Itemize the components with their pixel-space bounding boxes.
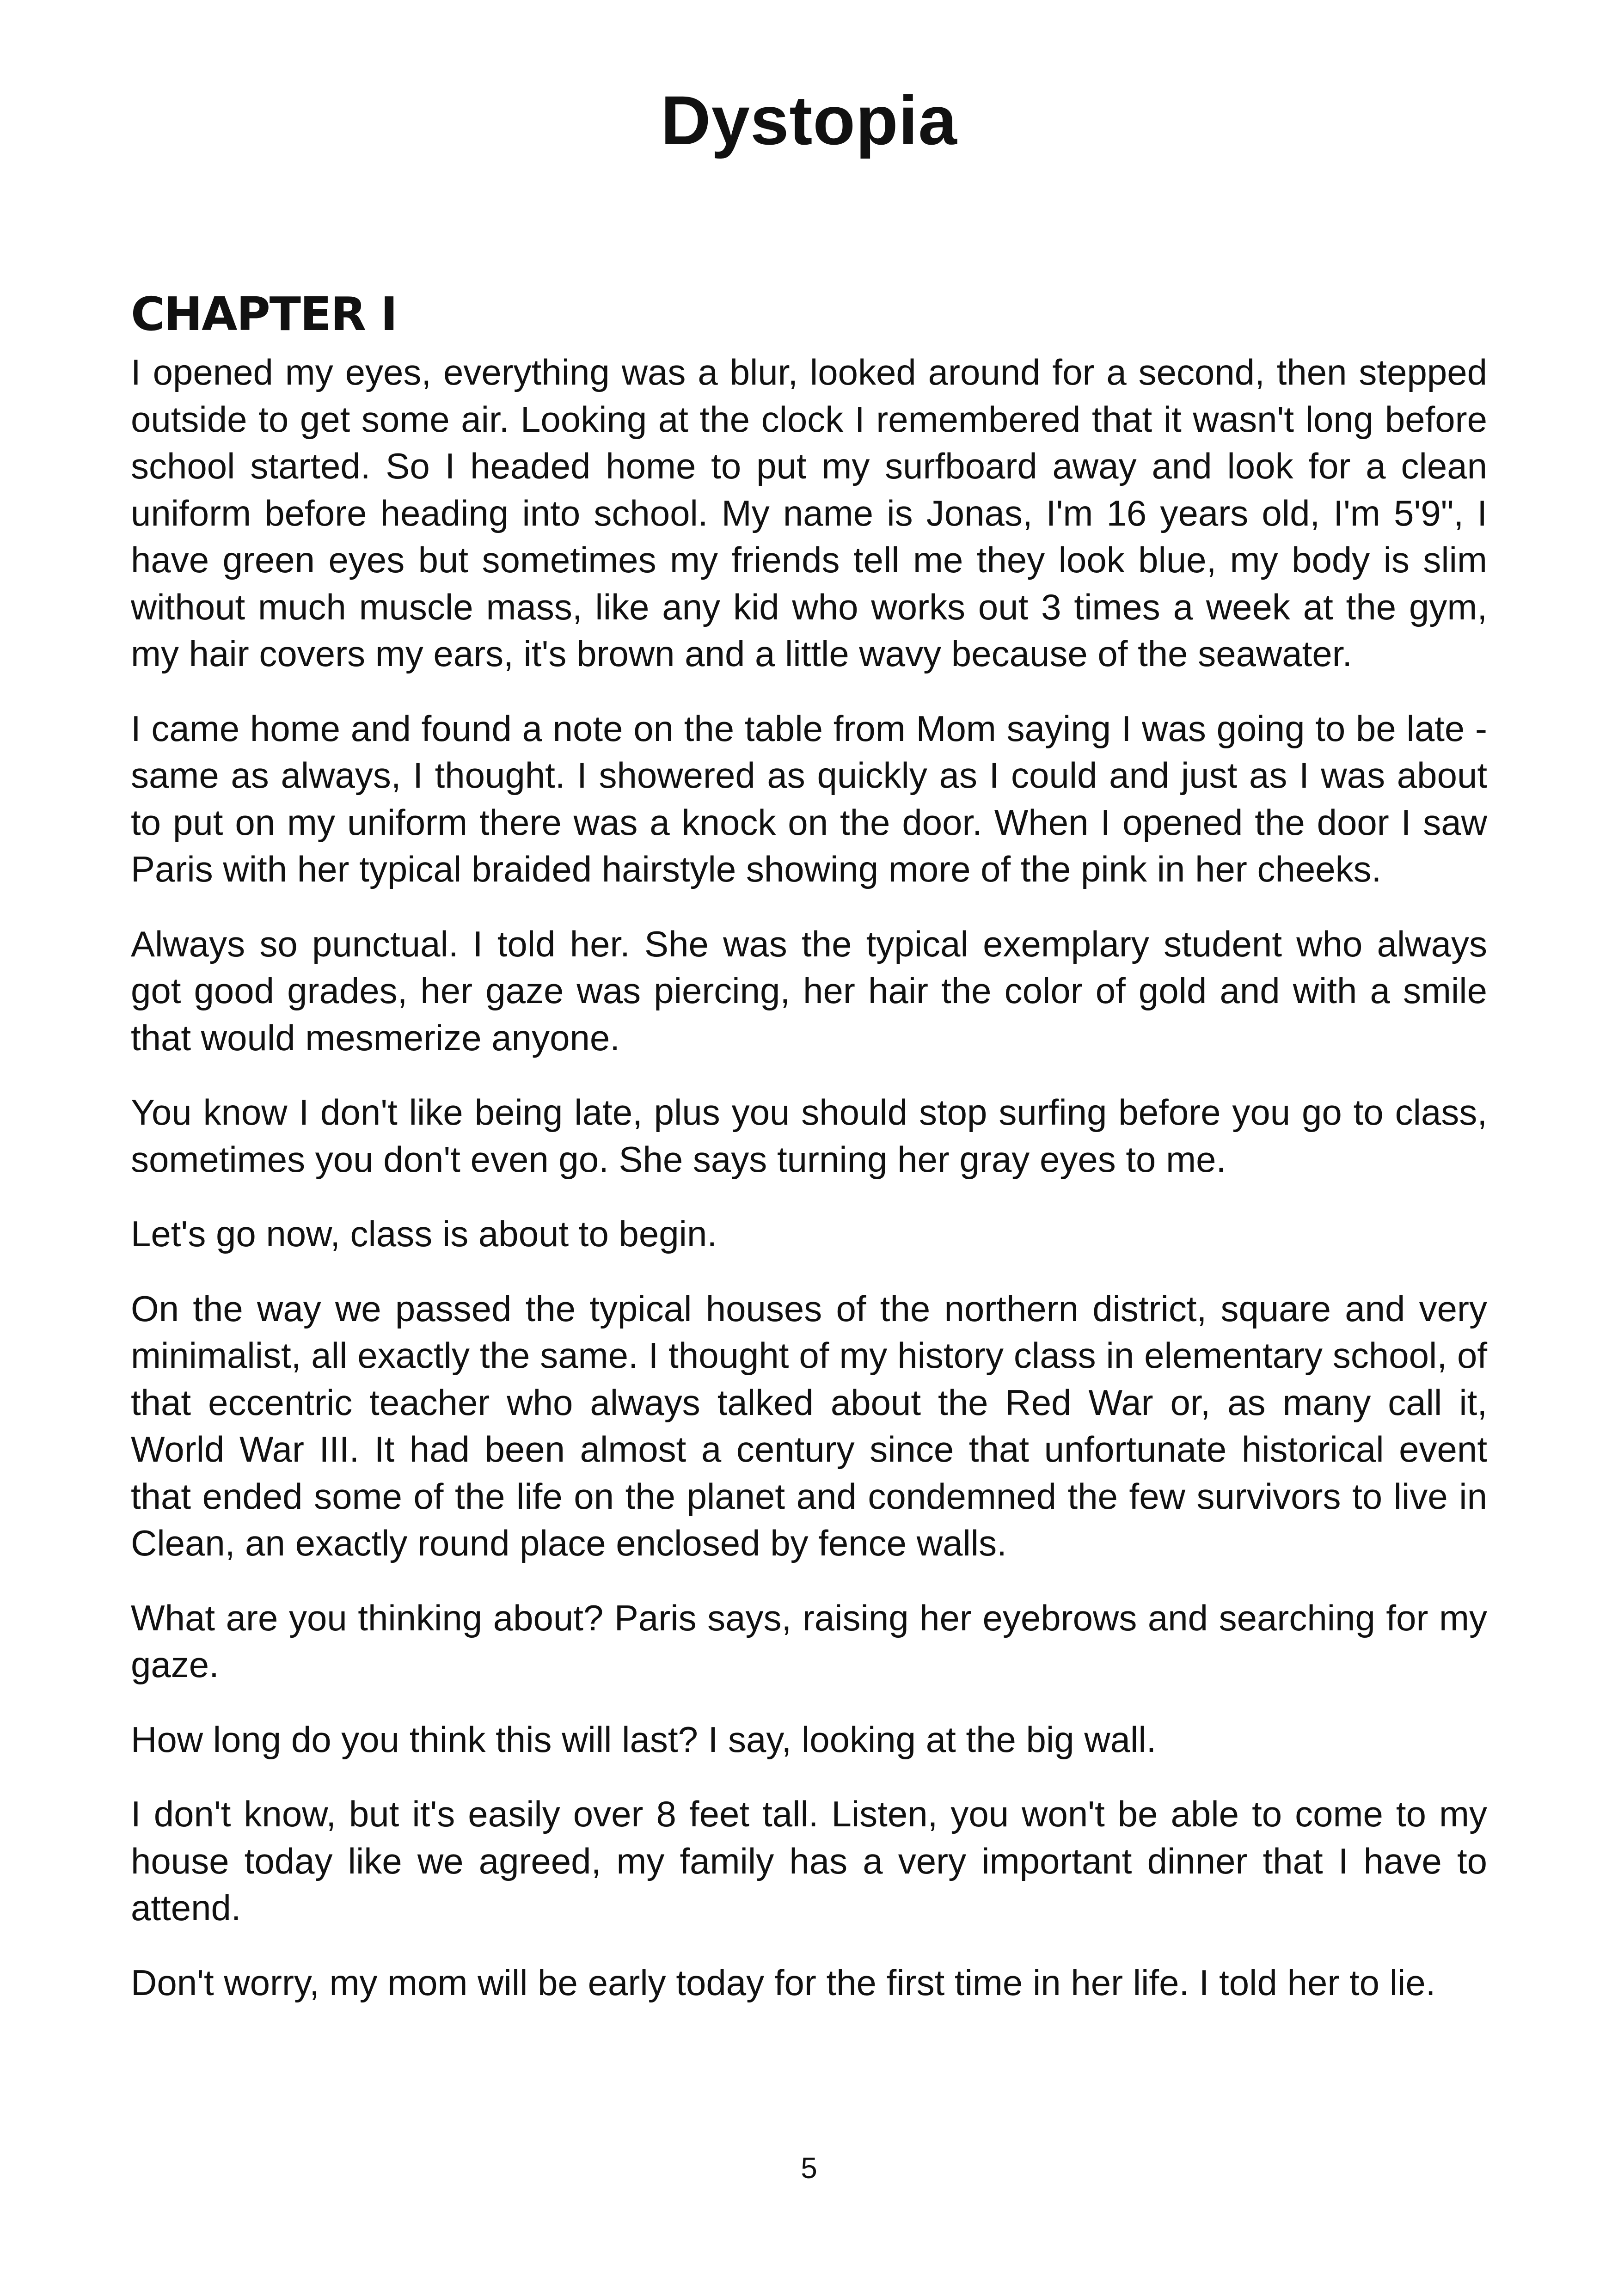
page-number: 5 <box>801 2151 817 2185</box>
paragraph-8: How long do you think this will last? I say, looking at the big wall. <box>131 1719 1157 1760</box>
paragraph-1: I opened my eyes, everything was a blur, looked around for a second, then stepped outside to get some air. Looking at the clock I remembered that it wasn't long before school started. So I headed home to put my surfboard away and look for a clean uniform before heading into school. My name is Jonas, I'm 16 years old, I'm 5'9", I have green eyes but sometimes my friends tell me they look blue, my body is slim without much muscle mass, like any kid who works out 3 times a week at the gym, my hair covers my ears, it's brown and a little wavy because of the seawater. <box>131 352 1487 674</box>
paragraph-5: Let's go now, class is about to begin. <box>131 1213 717 1254</box>
paragraph-9: I don't know, but it's easily over 8 feet tall. Listen, you won't be able to come to my house today like we agreed, my family has a very important dinner that I have to attend. <box>131 1794 1487 1928</box>
paragraph-7: What are you thinking about? Paris says, raising her eyebrows and searching for my gaze. <box>131 1597 1487 1685</box>
paragraph-4: You know I don't like being late, plus you should stop surfing before you go to class, sometimes you don't even go. She says turning her gray eyes to me. <box>131 1092 1487 1180</box>
chapter-heading: CHAPTER I <box>131 287 397 341</box>
paragraph-3: Always so punctual. I told her. She was the typical exemplary student who always got good grades, her gaze was piercing, her hair the color of gold and with a smile that would mesmerize anyone. <box>131 923 1487 1058</box>
book-title: Dystopia <box>661 81 957 159</box>
paragraph-10: Don't worry, my mom will be early today for the first time in her life. I told her to lie. <box>131 1962 1436 2003</box>
paragraph-6: On the way we passed the typical houses of the northern district, square and very minimalist, all exactly the same. I thought of my history class in elementary school, of that eccentric teacher who always talked about the Red War or, as many call it, World War III. It had been almost a century since that unfortunate historical event that ended some of the life on the planet and condemned the few survivors to live in Clean, an exactly round place enclosed by fence walls. <box>131 1288 1487 1563</box>
chapter-body <box>131 349 1487 2034</box>
paragraph-2: I came home and found a note on the table from Mom saying I was going to be late - same as always, I thought. I showered as quickly as I could and just as I was about to put on my uniform there was a knock on the door. When I opened the door I saw Paris with her typical braided hairstyle showing more of the pink in her cheeks. <box>131 708 1487 889</box>
